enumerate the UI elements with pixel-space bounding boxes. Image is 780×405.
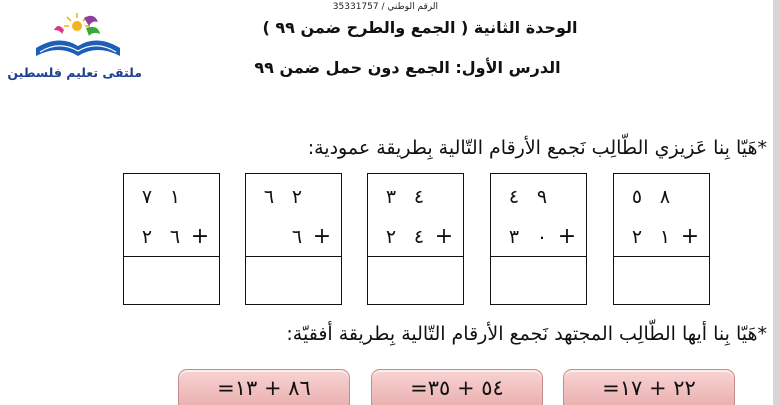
digit-ones: ٨: [659, 186, 671, 208]
answer-divider: [368, 256, 463, 257]
digit-ones: ٢: [291, 186, 303, 208]
digit-tens: ٣: [385, 186, 397, 208]
answer-cell[interactable]: [491, 258, 586, 304]
horizontal-expression: ٢٢ + ١٧=: [602, 376, 696, 400]
horizontal-expression: ٨٦ + ١٣=: [217, 376, 311, 400]
addend-bottom: [622, 224, 701, 250]
digit-ones: ٩: [536, 186, 548, 208]
addend-top: [622, 184, 701, 210]
plus-sign: +: [312, 224, 332, 249]
vertical-problem-2: [490, 173, 587, 305]
digit-ones: ٦: [291, 226, 303, 248]
addend-top: [254, 184, 333, 210]
vertical-addition-instruction: *هَيّا بِنا عَزيزي الطّالِب نَجمع الأرقام التّالية بِطريقة عمودية:: [307, 137, 767, 159]
answer-cell[interactable]: [124, 258, 219, 304]
answer-cell[interactable]: [368, 258, 463, 304]
plus-sign: +: [680, 224, 700, 249]
answer-divider: [246, 256, 341, 257]
digit-ones: ٤: [413, 186, 425, 208]
digit-tens: ٦: [263, 186, 275, 208]
lesson-title: الدرس الأول: الجمع دون حمل ضمن ٩٩: [254, 58, 561, 77]
answer-divider: [614, 256, 709, 257]
horizontal-problem-3: [178, 369, 350, 405]
plus-sign: +: [434, 224, 454, 249]
vertical-problem-5: [123, 173, 220, 305]
page-edge: [773, 0, 780, 405]
vertical-problem-1: [613, 173, 710, 305]
horizontal-problem-1: [563, 369, 735, 405]
addend-bottom: [254, 224, 333, 250]
digit-ones: ١: [169, 186, 181, 208]
digit-tens: ٣: [508, 226, 520, 248]
book-logo-icon: [14, 6, 142, 66]
digit-ones: ٦: [169, 226, 181, 248]
digit-tens: ٢: [631, 226, 643, 248]
vertical-problem-3: [367, 173, 464, 305]
logo-text: ملتقى تعليم فلسطين: [7, 65, 142, 80]
horizontal-problem-2: [371, 369, 543, 405]
horizontal-addition-instruction: *هَيّا بِنا أيها الطّالِب المجتهد نَجمع الأرقام التّالية بِطريقة أفقيّة:: [286, 323, 767, 345]
answer-cell[interactable]: [614, 258, 709, 304]
answer-divider: [124, 256, 219, 257]
digit-tens: ٢: [141, 226, 153, 248]
digit-ones: ٠: [536, 226, 548, 248]
digit-ones: ٤: [413, 226, 425, 248]
answer-divider: [491, 256, 586, 257]
answer-cell[interactable]: [246, 258, 341, 304]
digit-tens: ٧: [141, 186, 153, 208]
national-number: الرقم الوطني / 35331757: [332, 2, 438, 12]
digit-ones: ١: [659, 226, 671, 248]
digit-tens: ٢: [385, 226, 397, 248]
horizontal-expression: ٥٤ + ٣٥=: [410, 376, 504, 400]
addend-bottom: [376, 224, 455, 250]
addend-top: [499, 184, 578, 210]
addend-top: [376, 184, 455, 210]
vertical-problem-4: [245, 173, 342, 305]
digit-tens: ٥: [631, 186, 643, 208]
addend-bottom: [499, 224, 578, 250]
plus-sign: +: [190, 224, 210, 249]
digit-tens: ٤: [508, 186, 520, 208]
site-logo: [7, 6, 142, 86]
addend-top: [132, 184, 211, 210]
plus-sign: +: [557, 224, 577, 249]
unit-title: الوحدة الثانية ( الجمع والطرح ضمن ٩٩ ): [262, 18, 578, 37]
addend-bottom: [132, 224, 211, 250]
